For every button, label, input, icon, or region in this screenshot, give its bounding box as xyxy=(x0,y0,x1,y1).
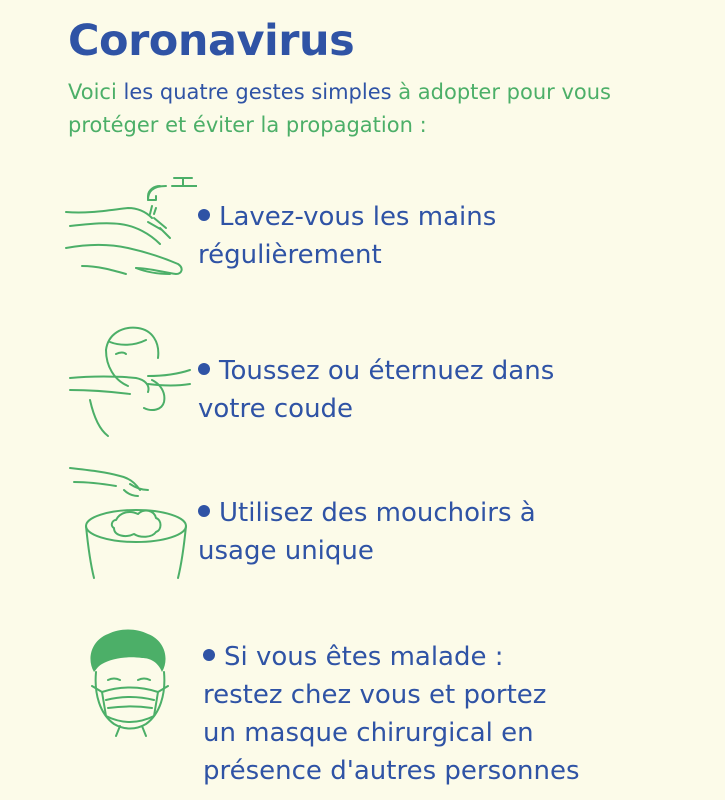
bullet-icon xyxy=(198,363,210,375)
elbow-cough-icon xyxy=(66,320,206,440)
gesture-line: régulièrement xyxy=(198,240,382,270)
gesture-line: Si vous êtes malade : xyxy=(224,642,504,672)
intro-part-3: à adopter pour vous protéger et éviter la propagation : xyxy=(68,80,611,137)
bullet-icon xyxy=(198,505,210,517)
gesture-line: restez chez vous et portez xyxy=(203,680,547,710)
intro-text xyxy=(68,76,688,142)
gesture-mask-text xyxy=(203,638,580,790)
page-title: Coronavirus xyxy=(68,16,355,66)
gesture-line: usage unique xyxy=(198,536,374,566)
gesture-tissue-text xyxy=(198,494,536,570)
bullet-icon xyxy=(203,649,215,661)
tissue-bin-icon xyxy=(66,462,196,582)
gesture-line: Lavez-vous les mains xyxy=(219,202,497,232)
intro-part-1: Voici xyxy=(68,80,117,104)
hand-washing-icon xyxy=(62,168,197,288)
intro-part-2: les quatre gestes simples xyxy=(116,80,399,104)
gesture-line: un masque chirurgical en xyxy=(203,718,534,748)
bullet-icon xyxy=(198,209,210,221)
gesture-line: votre coude xyxy=(198,394,354,424)
gesture-elbow-cough-text xyxy=(198,352,554,428)
gesture-line: présence d'autres personnes xyxy=(203,756,580,786)
gesture-line: Utilisez des mouchoirs à xyxy=(219,498,536,528)
gesture-line: Toussez ou éternuez dans xyxy=(219,356,555,386)
gesture-hand-washing-text xyxy=(198,198,496,274)
surgical-mask-icon xyxy=(80,628,180,738)
